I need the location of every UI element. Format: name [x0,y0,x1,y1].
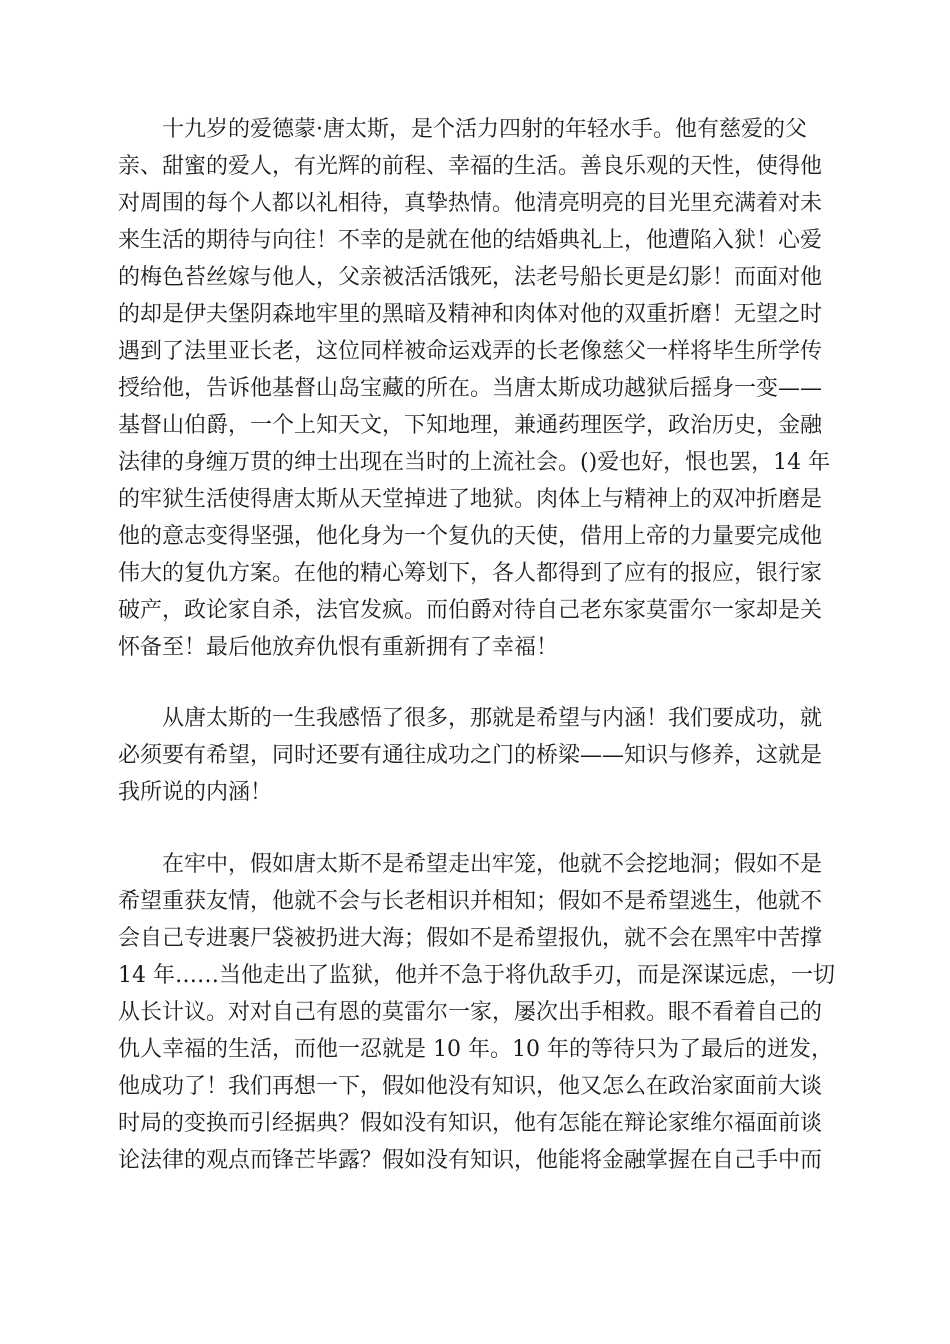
text-line: 十九岁的爱德蒙·唐太斯，是个活力四射的年轻水手。他有慈爱的父 [162,117,807,142]
text-line: 亲、甜蜜的爱人，有光辉的前程、幸福的生活。善良乐观的天性，使得他 [118,154,823,179]
text-line: 我所说的内涵！ [118,780,273,805]
text-line: 的梅色苔丝嫁与他人，父亲被活活饿死，法老号船长更是幻影！而面对他 [118,265,823,290]
text-line: 仇人幸福的生活，而他一忍就是 10 年。10 年的等待只为了最后的迸发， [118,1037,833,1062]
text-line: 论法律的观点而锋芒毕露？假如没有知识，他能将金融掌握在自己手中而 [118,1148,823,1173]
text-line: 伟大的复仇方案。在他的精心筹划下，各人都得到了应有的报应，银行家 [118,561,823,586]
text-line: 从长计议。对对自己有恩的莫雷尔一家，屡次出手相救。眼不看着自己的 [118,1000,823,1025]
text-line: 必须要有希望，同时还要有通往成功之门的桥梁——知识与修养，这就是 [118,743,823,768]
text-line: 他成功了！我们再想一下，假如他没有知识，他又怎么在政治家面前大谈 [118,1074,823,1099]
text-line: 基督山伯爵，一个上知天文，下知地理，兼通药理医学，政治历史，金融 [118,413,823,438]
text-line: 授给他，告诉他基督山岛宝藏的所在。当唐太斯成功越狱后摇身一变—— [118,376,823,401]
text-line: 来生活的期待与向往！不幸的是就在他的结婚典礼上，他遭陷入狱！心爱 [118,228,823,253]
text-line: 会自己专进裹尸袋被扔进大海；假如不是希望报仇，就不会在黑牢中苦撑 [118,926,823,951]
text-line: 希望重获友情，他就不会与长老相识并相知；假如不是希望逃生，他就不 [118,889,823,914]
text-line: 法律的身缠万贯的绅士出现在当时的上流社会。()爱也好，恨也罢，14 年 [118,450,831,475]
text-line: 14 年……当他走出了监狱，他并不急于将仇敌手刃，而是深谋远虑，一切 [118,963,835,988]
text-line: 破产，政论家自杀，法官发疯。而伯爵对待自己老东家莫雷尔一家却是关 [118,598,823,623]
text-line: 的却是伊夫堡阴森地牢里的黑暗及精神和肉体对他的双重折磨！无望之时 [118,302,823,327]
text-line: 在牢中，假如唐太斯不是希望走出牢笼，他就不会挖地洞；假如不是 [162,852,823,877]
text-line: 遇到了法里亚长老，这位同样被命运戏弄的长老像慈父一样将毕生所学传 [118,339,823,364]
text-line: 的牢狱生活使得唐太斯从天堂掉进了地狱。肉体上与精神上的双冲折磨是 [118,487,823,512]
text-line: 对周围的每个人都以礼相待，真挚热情。他清亮明亮的目光里充满着对未 [118,191,823,216]
text-line: 他的意志变得坚强，他化身为一个复仇的天使，借用上帝的力量要完成他 [118,524,823,549]
text-line: 怀备至！最后他放弃仇恨有重新拥有了幸福！ [118,635,559,660]
text-line: 时局的变换而引经据典？假如没有知识，他有怎能在辩论家维尔福面前谈 [118,1111,823,1136]
text-line: 从唐太斯的一生我感悟了很多，那就是希望与内涵！我们要成功，就 [162,706,823,731]
